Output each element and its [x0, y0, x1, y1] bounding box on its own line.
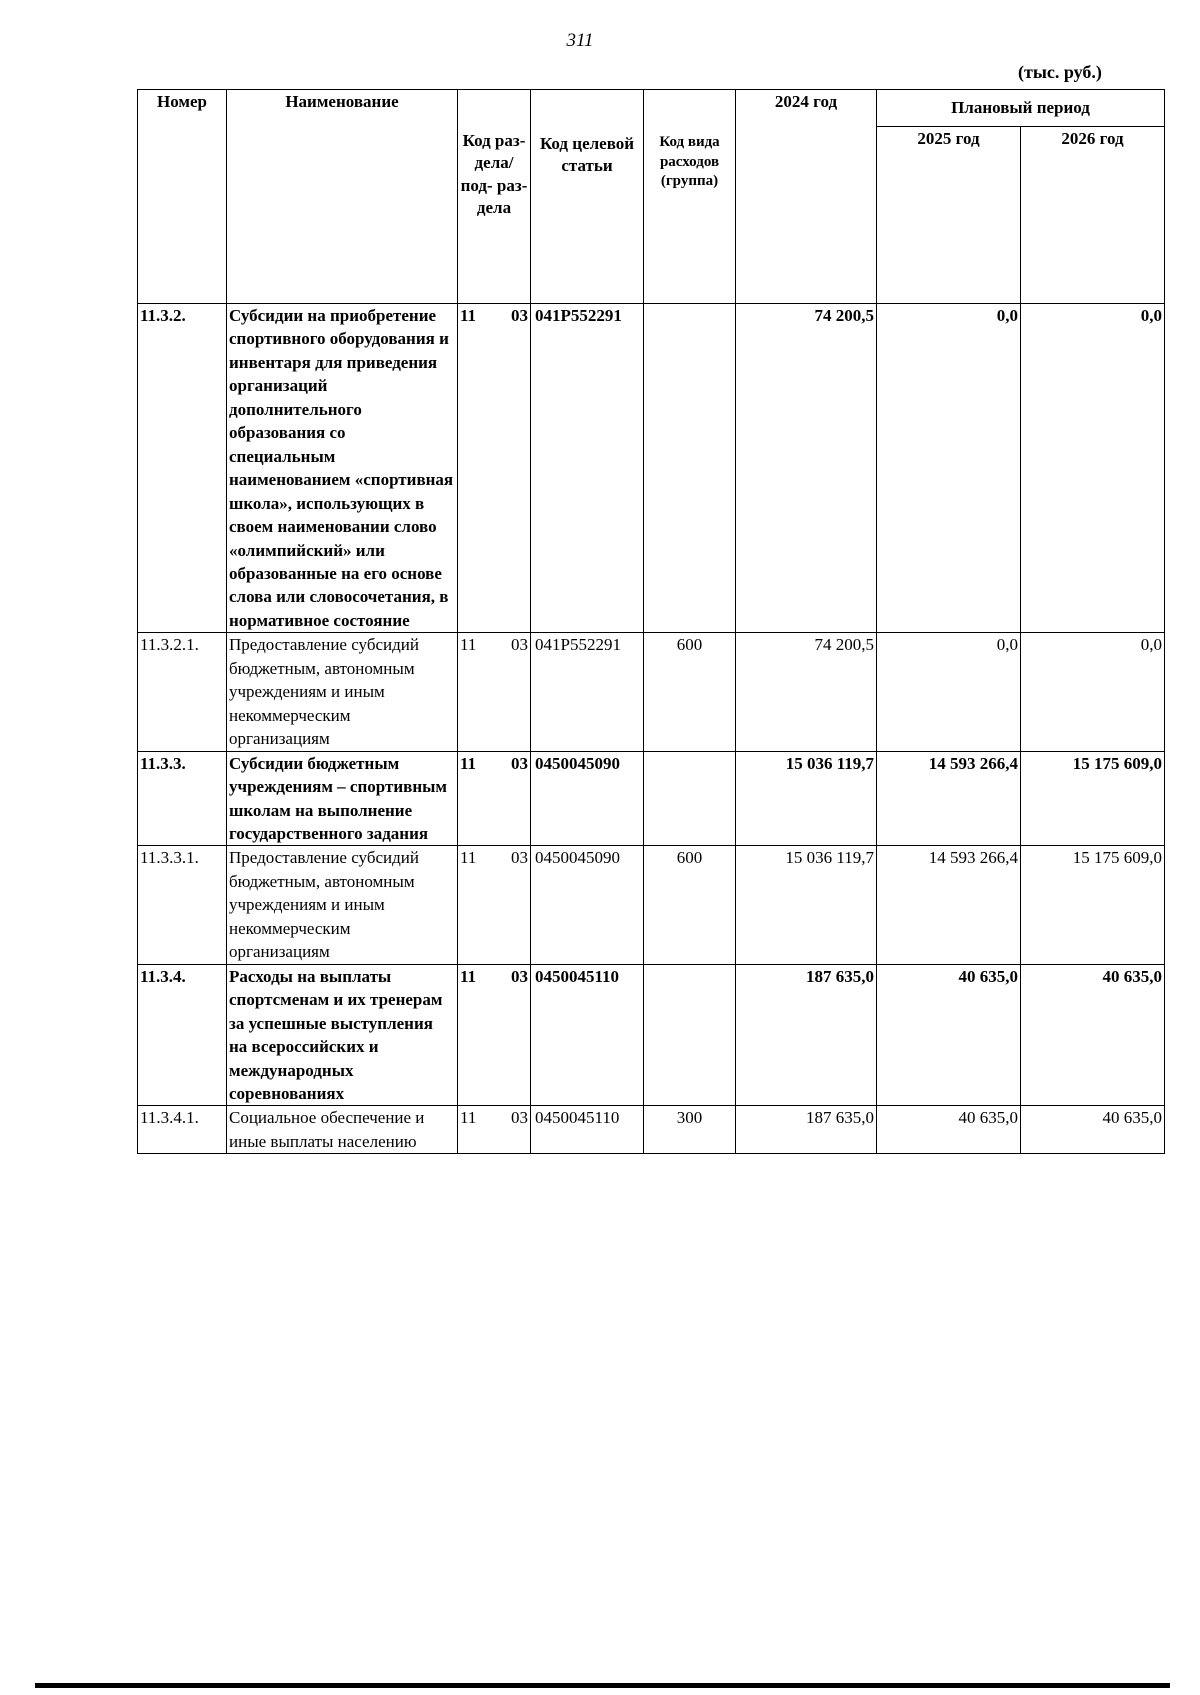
page-bottom-rule	[35, 1683, 1170, 1688]
row-target-code: 0450045090	[531, 751, 644, 846]
row-subsection: 03	[511, 1108, 528, 1128]
row-2024: 15 036 119,7	[736, 751, 877, 846]
row-expense-type: 600	[644, 633, 736, 751]
row-number: 11.3.2.1.	[138, 633, 227, 751]
units-note: (тыс. руб.)	[1018, 62, 1102, 82]
row-2024: 74 200,5	[736, 633, 877, 751]
row-2025: 0,0	[877, 633, 1021, 751]
row-number: 11.3.4.1.	[138, 1106, 227, 1154]
row-section-code	[458, 633, 531, 751]
table-row	[138, 633, 1165, 751]
page-number: 311	[566, 30, 594, 51]
table-row	[138, 304, 1165, 633]
row-2026: 40 635,0	[1021, 1106, 1165, 1154]
table-row	[138, 964, 1165, 1106]
row-expense-type	[644, 964, 736, 1106]
row-number: 11.3.3.	[138, 751, 227, 846]
row-2025: 40 635,0	[877, 1106, 1021, 1154]
row-target-code: 0450045110	[531, 964, 644, 1106]
row-section: 11	[460, 1108, 477, 1128]
header-name: Наименование	[227, 90, 458, 304]
row-2025: 40 635,0	[877, 964, 1021, 1106]
row-2024: 187 635,0	[736, 1106, 877, 1154]
row-section: 11	[460, 635, 477, 655]
row-2025: 14 593 266,4	[877, 751, 1021, 846]
table-row	[138, 751, 1165, 846]
row-2026: 15 175 609,0	[1021, 846, 1165, 964]
row-number: 11.3.3.1.	[138, 846, 227, 964]
header-target-code: Код целевой статьи	[531, 90, 644, 304]
row-target-code: 041P552291	[531, 304, 644, 633]
row-section-code	[458, 304, 531, 633]
row-section: 11	[460, 306, 477, 325]
row-target-code: 0450045090	[531, 846, 644, 964]
row-expense-type: 600	[644, 846, 736, 964]
row-target-code: 0450045110	[531, 1106, 644, 1154]
row-name: Расходы на выплаты спортсменам и их тренерам за успешные выступления на всероссийских и международных соревнованиях	[227, 964, 458, 1106]
header-year-2026: 2026 год	[1021, 127, 1165, 304]
row-2026: 0,0	[1021, 304, 1165, 633]
row-section-code	[458, 964, 531, 1106]
row-section: 11	[460, 753, 477, 773]
row-section: 11	[460, 966, 477, 986]
row-section-code	[458, 846, 531, 964]
row-section-code	[458, 751, 531, 846]
row-subsection: 03	[511, 848, 528, 868]
row-name: Предоставление субсидий бюджетным, автономным учреждениям и иным некоммерческим организациям	[227, 633, 458, 751]
header-number: Номер	[138, 90, 227, 304]
header-year-2024: 2024 год	[736, 90, 877, 304]
row-name: Социальное обеспечение и иные выплаты населению	[227, 1106, 458, 1154]
row-2024: 74 200,5	[736, 304, 877, 633]
row-name: Субсидии бюджетным учреждениям – спортивным школам на выполнение государственного задания	[227, 751, 458, 846]
row-subsection: 03	[511, 306, 528, 325]
row-number: 11.3.4.	[138, 964, 227, 1106]
row-section-code	[458, 1106, 531, 1154]
row-target-code: 041P552291	[531, 633, 644, 751]
row-name: Предоставление субсидий бюджетным, автономным учреждениям и иным некоммерческим организациям	[227, 846, 458, 964]
row-2024: 187 635,0	[736, 964, 877, 1106]
header-year-2025: 2025 год	[877, 127, 1021, 304]
row-2025: 0,0	[877, 304, 1021, 633]
row-2024: 15 036 119,7	[736, 846, 877, 964]
row-name: Субсидии на приобретение спортивного оборудования и инвентаря для приведения организаций дополнительного образования со специальным наименованием «спортивная школа», использующих в своем наименовании слово «олимпийский» или образованные на его основе слова или словосочетания, в нормативное состояние	[227, 304, 458, 633]
row-number: 11.3.2.	[138, 304, 227, 633]
header-section-code: Код раз- дела/ под- раз- дела	[458, 90, 531, 304]
budget-table	[137, 89, 1165, 1154]
row-section: 11	[460, 848, 477, 868]
header-expense-type: Код вида расходов (группа)	[644, 90, 736, 304]
table-row	[138, 846, 1165, 964]
row-subsection: 03	[511, 753, 528, 773]
row-2025: 14 593 266,4	[877, 846, 1021, 964]
row-subsection: 03	[511, 635, 528, 655]
row-expense-type	[644, 304, 736, 633]
row-expense-type: 300	[644, 1106, 736, 1154]
row-expense-type	[644, 751, 736, 846]
table-body	[138, 304, 1165, 1154]
row-2026: 0,0	[1021, 633, 1165, 751]
row-2026: 15 175 609,0	[1021, 751, 1165, 846]
row-2026: 40 635,0	[1021, 964, 1165, 1106]
table-row	[138, 1106, 1165, 1154]
header-planned-period: Плановый период	[877, 90, 1165, 127]
row-subsection: 03	[511, 966, 528, 986]
